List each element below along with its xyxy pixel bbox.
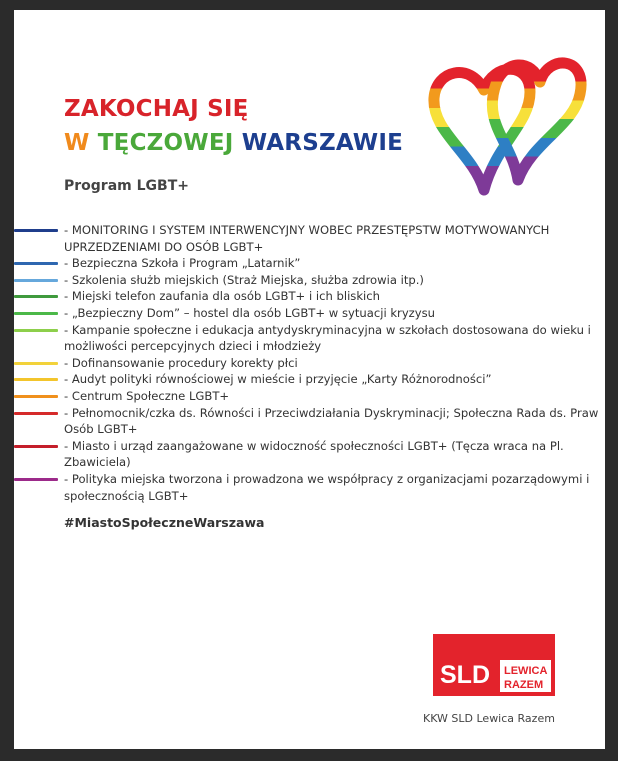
sld-lewica-razem-logo xyxy=(433,634,555,696)
color-bar xyxy=(14,445,58,448)
rainbow-hearts-icon xyxy=(412,32,592,202)
list-item xyxy=(14,471,605,504)
list-item-text: - Kampanie społeczne i edukacja antydyskryminacyjna w szkołach dostosowana do wieku i możliwości percepcyjnych dzieci i młodzieży xyxy=(64,322,591,354)
list-item-text: - MONITORING I SYSTEM INTERWENCYJNY WOBEC PRZESTĘPSTW MOTYWOWANYCH UPRZEDZENIAMI DO OSÓB LGBT+ xyxy=(64,223,550,254)
color-bar xyxy=(14,412,58,415)
title-line-2 xyxy=(64,130,403,156)
list-item xyxy=(14,322,605,355)
title-word-warszawie: WARSZAWIE xyxy=(241,130,404,156)
color-bar xyxy=(14,329,58,332)
color-bar xyxy=(14,478,58,481)
list-item xyxy=(14,388,605,405)
hashtag: #MiastoSpołeczneWarszawa xyxy=(64,515,265,530)
list-item-text: - Dofinansowanie procedury korekty płci xyxy=(64,355,298,370)
list-item-text: - Miejski telefon zaufania dla osób LGBT+ i ich bliskich xyxy=(64,289,380,304)
title-line-1: ZAKOCHAJ SIĘ xyxy=(64,96,249,122)
list-item xyxy=(14,305,605,322)
list-item xyxy=(14,255,605,272)
color-bar xyxy=(14,312,58,315)
list-item xyxy=(14,405,605,438)
logo-sld-text: SLD xyxy=(440,661,490,689)
list-item-text: - Centrum Społeczne LGBT+ xyxy=(64,388,230,403)
color-bar xyxy=(14,279,58,282)
list-item xyxy=(14,371,605,388)
title-word-w: W xyxy=(64,130,98,156)
program-subtitle: Program LGBT+ xyxy=(64,178,189,194)
color-bar xyxy=(14,395,58,398)
color-bar xyxy=(14,262,58,265)
list-item-text: - Polityka miejska tworzona i prowadzona we współpracy z organizacjami pozarządowymi i społecznością LGBT+ xyxy=(64,471,590,503)
poster xyxy=(14,10,605,749)
list-item xyxy=(14,272,605,289)
list-item-text: - Szkolenia służb miejskich (Straż Miejska, służba zdrowia itp.) xyxy=(64,272,424,287)
list-item xyxy=(14,222,605,255)
logo-razem-text: RAZEM xyxy=(504,679,544,691)
list-item-text: - „Bezpieczny Dom” – hostel dla osób LGBT+ w sytuacji kryzysu xyxy=(64,305,436,320)
color-bar xyxy=(14,362,58,365)
list-item-text: - Miasto i urząd zaangażowane w widoczność społeczności LGBT+ (Tęcza wraca na Pl. Zbawiciela) xyxy=(64,438,564,470)
list-item-text: - Pełnomocnik/czka ds. Równości i Przeciwdziałania Dyskryminacji; Społeczna Rada ds. Praw Osób LGBT+ xyxy=(64,405,599,437)
title-word-teczowej: TĘCZOWEJ xyxy=(97,130,242,156)
program-list xyxy=(14,222,605,504)
color-bar xyxy=(14,378,58,381)
committee-caption: KKW SLD Lewica Razem xyxy=(423,712,555,725)
color-bar xyxy=(14,229,58,232)
logo-lewica-text: LEWICA xyxy=(504,665,548,677)
list-item xyxy=(14,438,605,471)
list-item xyxy=(14,288,605,305)
list-item-text: - Bezpieczna Szkoła i Program „Latarnik” xyxy=(64,256,301,271)
color-bar xyxy=(14,295,58,298)
list-item xyxy=(14,355,605,372)
list-item-text: - Audyt polityki równościowej w mieście i przyjęcie „Karty Różnorodności” xyxy=(64,372,492,387)
